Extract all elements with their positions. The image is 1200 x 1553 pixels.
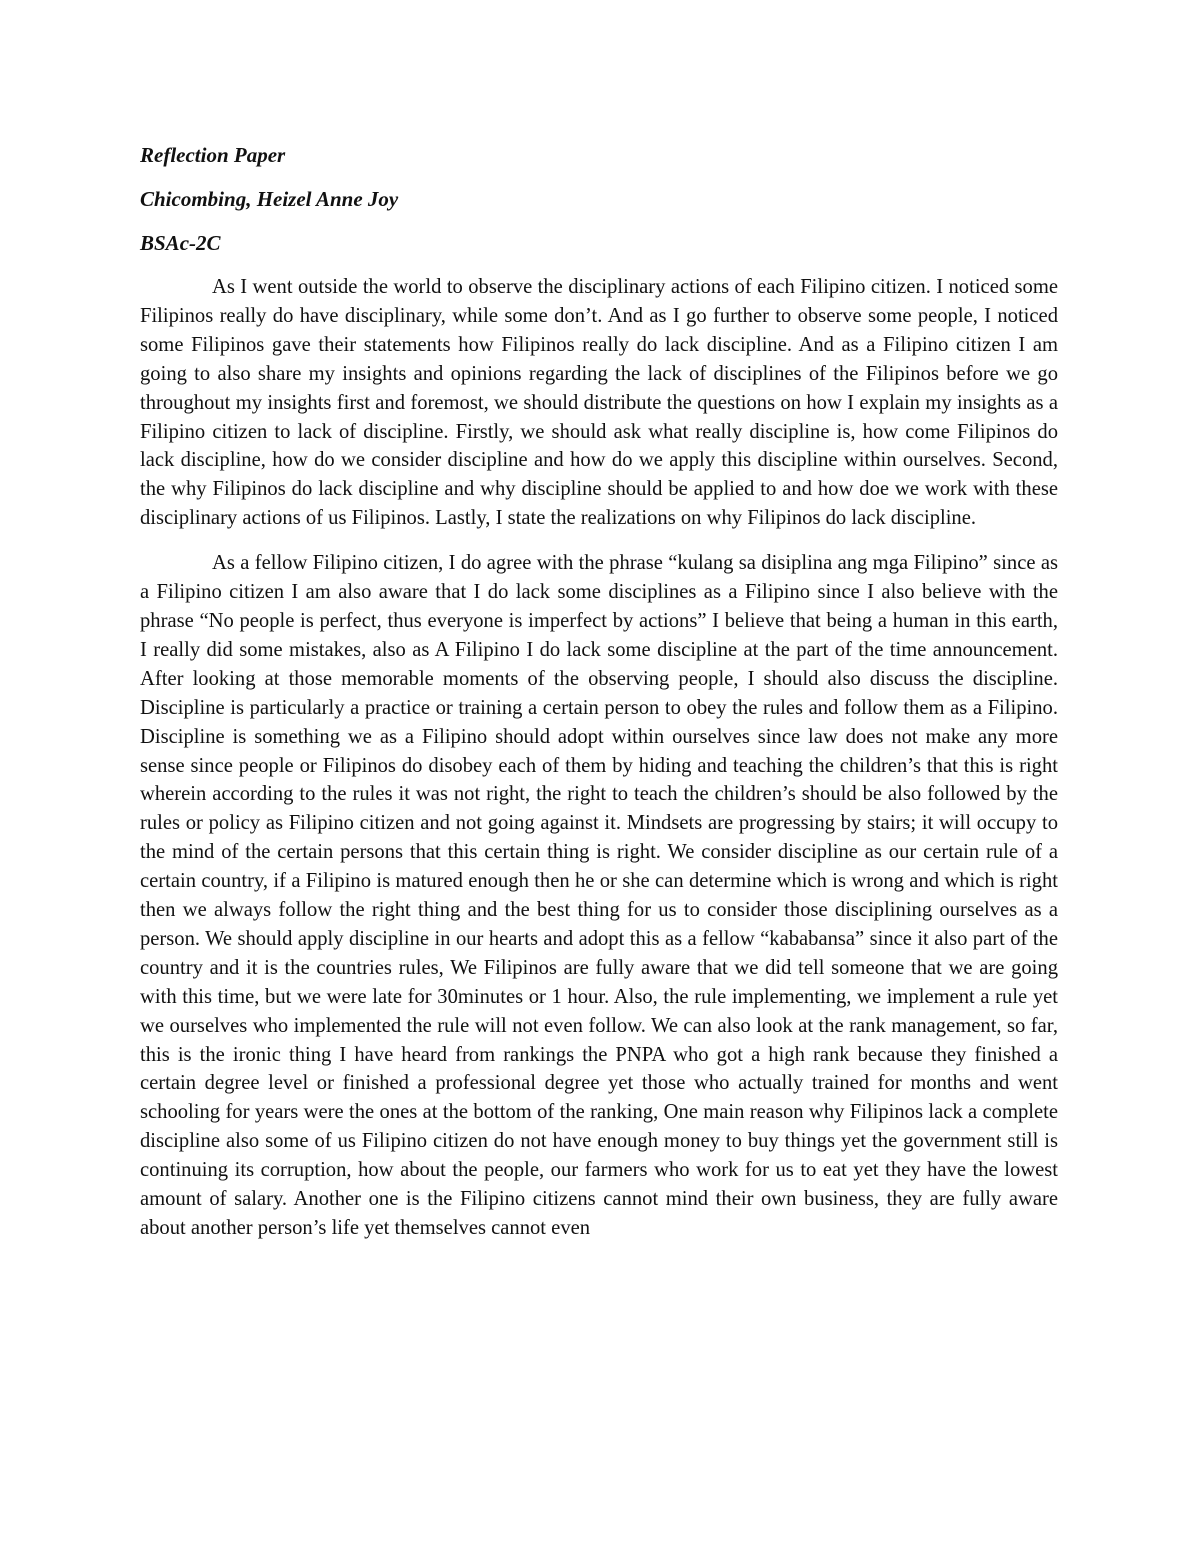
paper-title: Reflection Paper bbox=[140, 143, 286, 167]
paragraph-2: As a fellow Filipino citizen, I do agree with the phrase “kulang sa disiplina ang mga Filipino” since as a Filipino citizen I am also aware that I do lack some disciplines as a Filipino since I also believe with the phrase “No people is perfect, thus everyone is imperfect by actions” I believe that being a human in this earth, I really did some mistakes, also as A Filipino I do lack some discipline at the part of the time announcement. After looking at those memorable moments of the observing people, I should also discuss the discipline. Discipline is particularly a practice or training a certain person to obey the rules and follow them as a Filipino. Discipline is something we as a Filipino should adopt within ourselves since law does not make any more sense since people or Filipinos do disobey each of them by hiding and teaching the children’s that this is right wherein according to the rules it was not right, the right to teach the children’s should be also followed by the rules or policy as Filipino citizen and not going against it. Mindsets are progressing by stairs; it will occupy to the mind of the certain persons that this certain thing is right. We consider discipline as our certain rule of a certain country, if a Filipino is matured enough then he or she can determine which is wrong and which is right then we always follow the right thing and the best thing for us to consider those disciplining ourselves as a person. We should apply discipline in our hearts and adopt this as a fellow “kababansa” since it also part of the country and it is the countries rules, We Filipinos are fully aware that we did tell someone that we are going with this time, but we were late for 30minutes or 1 hour. Also, the rule implementing, we implement a rule yet we ourselves who implemented the rule will not even follow. We can also look at the rank management, so far, this is the ironic thing I have heard from rankings the PNPA who got a high rank because they finished a certain degree level or finished a professional degree yet those who actually trained for months and went schooling for years were the ones at the bottom of the ranking, One main reason why Filipinos lack a complete discipline also some of us Filipino citizen do not have enough money to buy things yet the government still is continuing its corruption, how about the people, our farmers who work for us to eat yet they have the lowest amount of salary. Another one is the Filipino citizens cannot mind their own business, they are fully aware about another person’s life yet themselves cannot even bbox=[140, 552, 1058, 1239]
document-body bbox=[140, 141, 1058, 1259]
author-name: Chicombing, Heizel Anne Joy bbox=[140, 187, 399, 211]
course-section: BSAc-2C bbox=[140, 231, 221, 255]
paragraph-1: As I went outside the world to observe the disciplinary actions of each Filipino citizen. I noticed some Filipinos really do have disciplinary, while some don’t. And as I go further to observe some people, I noticed some Filipinos gave their statements how Filipinos really do lack discipline. And as a Filipino citizen I am going to also share my insights and opinions regarding the lack of disciplines of the Filipinos before we go throughout my insights first and foremost, we should distribute the questions on how I explain my insights as a Filipino citizen to lack of discipline. Firstly, we should ask what really discipline is, how come Filipinos do lack discipline, how do we consider discipline and how do we apply this discipline within ourselves. Second, the why Filipinos do lack discipline and why discipline should be applied to and how doe we work with these disciplinary actions of us Filipinos. Lastly, I state the realizations on why Filipinos do lack discipline. bbox=[140, 276, 1058, 530]
